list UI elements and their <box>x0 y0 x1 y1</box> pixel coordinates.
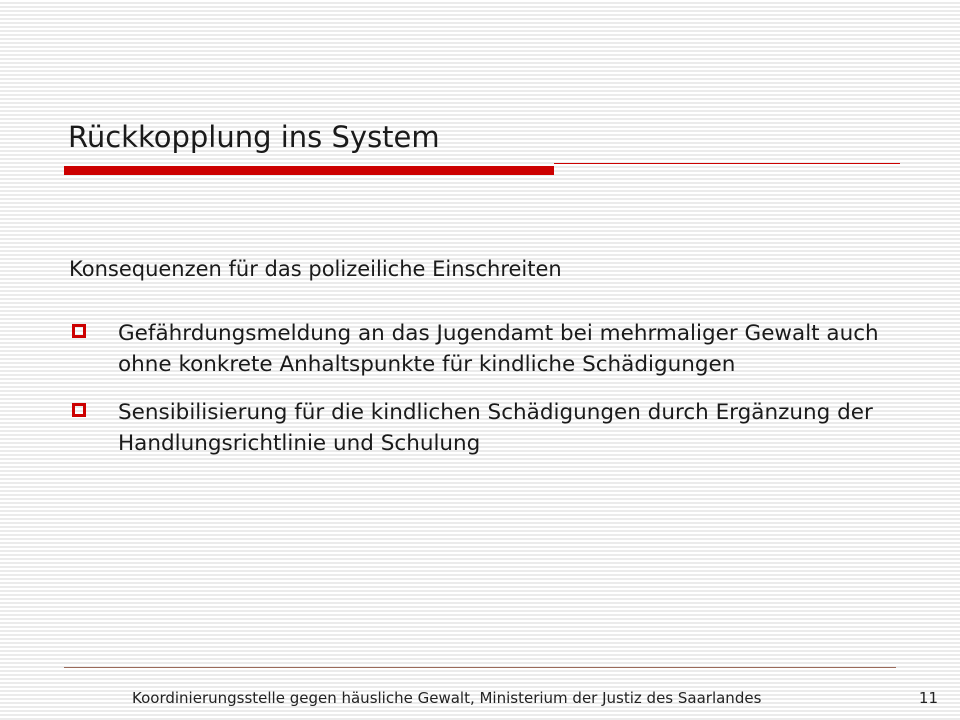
title-underline <box>554 163 900 164</box>
footer-text: Koordinierungsstelle gegen häusliche Gewalt, Ministerium der Justiz des Saarlandes <box>132 689 762 707</box>
bullet-list <box>72 318 892 476</box>
hollow-square-icon <box>72 403 86 417</box>
page-number: 11 <box>918 689 938 707</box>
title-accent-bar <box>64 166 554 175</box>
bullet-text: Sensibilisierung für die kindlichen Schädigungen durch Ergänzung der Handlungsrichtlinie und Schulung <box>118 400 873 456</box>
bullet-item <box>72 318 892 380</box>
bullet-item <box>72 397 892 459</box>
slide-title: Rückkopplung ins System <box>68 120 440 154</box>
footer-rule <box>64 667 896 668</box>
bullet-text: Gefährdungsmeldung an das Jugendamt bei mehrmaliger Gewalt auch ohne konkrete Anhaltspunkte für kindliche Schädigungen <box>118 321 879 377</box>
slide-subtitle: Konsequenzen für das polizeiliche Einschreiten <box>69 257 562 281</box>
hollow-square-icon <box>72 324 86 338</box>
